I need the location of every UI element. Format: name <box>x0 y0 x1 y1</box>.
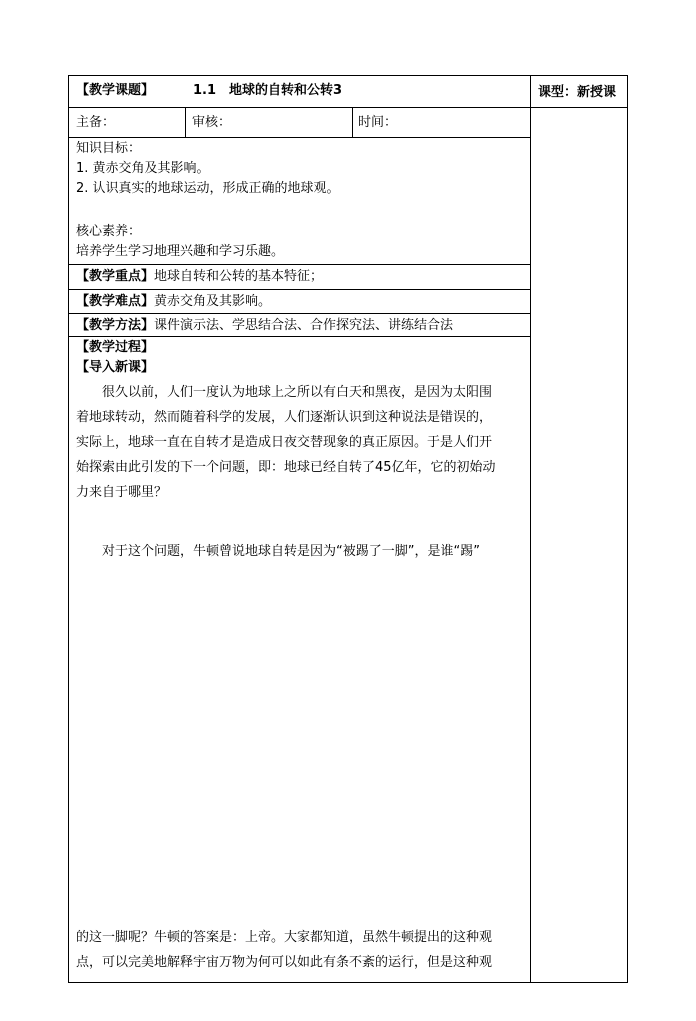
para1-line: 实际上，地球一直在自转才是造成日夜交替现象的真正原因。于是人们开 <box>76 435 493 450</box>
para2-line: 对于这个问题，牛顿曾说地球自转是因为“被踢了一脚”，是谁“踢” <box>102 544 480 559</box>
para1-line: 始探索由此引发的下一个问题，即：地球已经自转了45亿年，它的初始动 <box>76 460 496 475</box>
row-divider-staff <box>68 137 531 138</box>
topic-value: 1.1 地球的自转和公转3 <box>193 83 343 98</box>
para1-line: 着地球转动，然而随着科学的发展，人们逐渐认识到这种说法是错误的， <box>76 410 493 425</box>
literacy-title: 核心素养： <box>76 224 142 239</box>
row-divider-methods <box>68 336 531 337</box>
intro-title: 【导入新课】 <box>76 360 155 375</box>
topic-label: 【教学课题】 <box>76 83 155 98</box>
staff-divider-1 <box>185 107 186 137</box>
intro-paragraph-3 <box>76 925 526 975</box>
right-column-divider <box>530 75 531 983</box>
difficulty-label: 【教学难点】 <box>76 294 155 309</box>
lesson-plan-table <box>68 75 628 983</box>
literacy-text: 培养学生学习地理兴趣和学习乐趣。 <box>76 244 285 259</box>
objective-item-1: 1. 黄赤交角及其影响。 <box>76 161 210 176</box>
para1-line: 很久以前，人们一度认为地球上之所以有白天和黑夜，是因为太阳围 <box>102 385 493 400</box>
para3-line: 的这一脚呢？牛顿的答案是：上帝。大家都知道，虽然牛顿提出的这种观 <box>76 930 493 945</box>
difficulty-row <box>76 294 271 310</box>
lesson-type: 课型：新授课 <box>538 85 617 100</box>
row-divider-difficulty <box>68 313 531 314</box>
staff-divider-2 <box>352 107 353 137</box>
methods-text: 课件演示法、学思结合法、合作探究法、讲练结合法 <box>154 318 454 333</box>
intro-paragraph-1 <box>76 380 526 505</box>
methods-label: 【教学方法】 <box>76 318 155 333</box>
row-divider-objectives <box>68 264 531 265</box>
objectives-title: 知识目标： <box>76 141 142 156</box>
time-label: 时间： <box>358 115 398 130</box>
focus-label: 【教学重点】 <box>76 269 155 284</box>
intro-paragraph-2 <box>76 539 526 564</box>
focus-row <box>76 269 323 285</box>
objective-item-2: 2. 认识真实的地球运动，形成正确的地球观。 <box>76 181 340 196</box>
para1-line: 力来自于哪里？ <box>76 485 168 500</box>
methods-row <box>76 318 453 334</box>
process-title: 【教学过程】 <box>76 340 155 355</box>
row-divider-focus <box>68 289 531 290</box>
reviewer-label: 审核： <box>192 115 232 130</box>
para3-line: 点，可以完美地解释宇宙万物为何可以如此有条不紊的运行，但是这种观 <box>76 955 493 970</box>
row-divider-header <box>68 107 628 108</box>
focus-text: 地球自转和公转的基本特征； <box>154 269 324 284</box>
difficulty-text: 黄赤交角及其影响。 <box>154 294 272 309</box>
preparer-label: 主备： <box>76 115 116 130</box>
